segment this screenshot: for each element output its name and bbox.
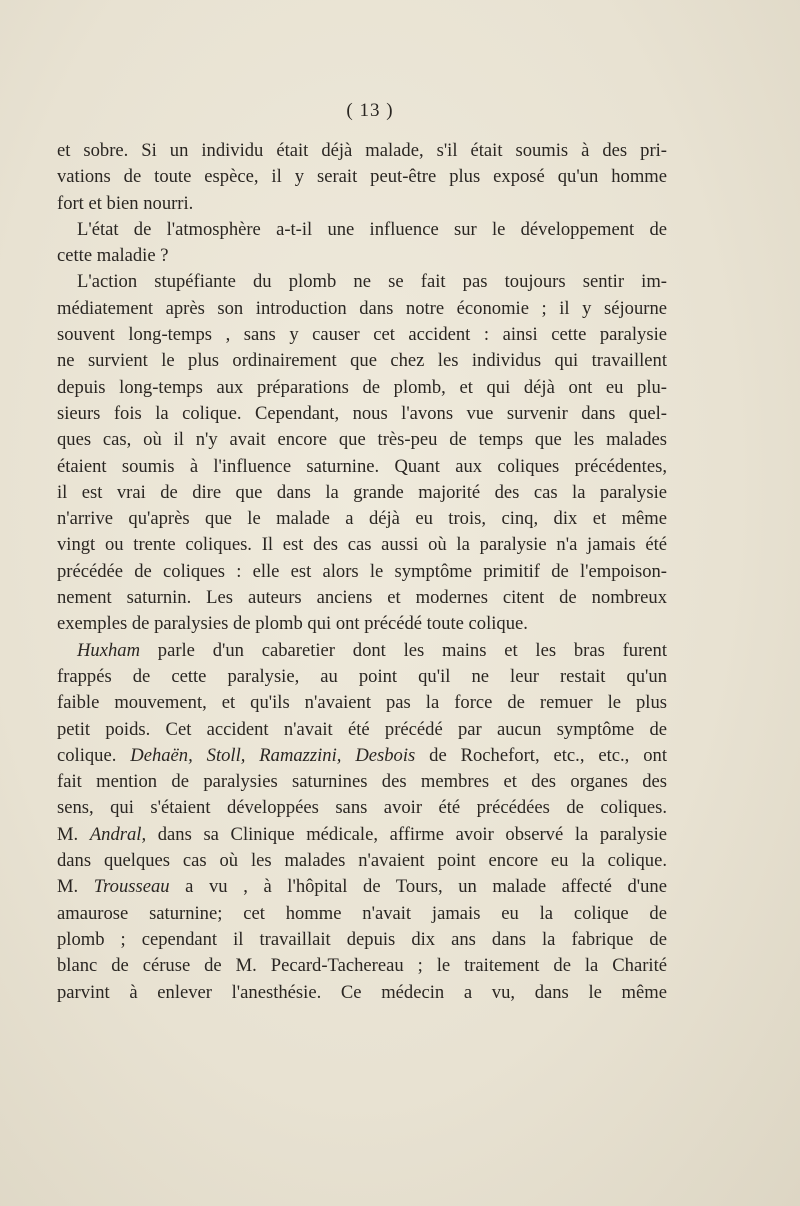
text-line-content: petit poids. Cet accident n'avait été précédé par aucun symptôme de bbox=[57, 718, 667, 740]
text-line bbox=[57, 980, 667, 1006]
text-line bbox=[57, 138, 667, 164]
text-line bbox=[57, 375, 667, 401]
text-line-content: vations de toute espèce, il y serait peut-être plus exposé qu'un homme bbox=[57, 166, 667, 188]
text-line bbox=[57, 401, 667, 427]
text-line bbox=[57, 506, 667, 532]
text-line-content: parvint à enlever l'anesthésie. Ce médecin a vu, dans le même bbox=[57, 981, 667, 1003]
text-line-content: amaurose saturnine; cet homme n'avait jamais eu la colique de bbox=[57, 902, 667, 924]
text-line bbox=[57, 848, 667, 874]
text-line bbox=[57, 269, 667, 295]
text-line bbox=[57, 664, 667, 690]
text-line bbox=[57, 164, 667, 190]
text-line-content: nement saturnin. Les auteurs anciens et modernes citent de nombreux bbox=[57, 587, 667, 609]
page-number: ( 13 ) bbox=[346, 100, 394, 121]
text-line bbox=[57, 322, 667, 348]
text-line-content: vingt ou trente coliques. Il est des cas aussi où la paralysie n'a jamais été bbox=[57, 534, 667, 556]
text-line-content: L'action stupéfiante du plomb ne se fait pas toujours sentir im- bbox=[77, 271, 667, 293]
text-line-content: faible mouvement, et qu'ils n'avaient pas la force de remuer le plus bbox=[57, 692, 667, 714]
text-line-content: précédée de coliques : elle est alors le symptôme primitif de l'empoison- bbox=[57, 560, 667, 582]
text-line-content: parle d'un cabaretier dont les mains et les bras furent bbox=[140, 639, 667, 661]
text-line bbox=[57, 454, 667, 480]
text-line bbox=[57, 427, 667, 453]
text-line-content: blanc de céruse de M. Pecard-Tachereau ; le traitement de la Charité bbox=[57, 955, 667, 977]
text-line bbox=[57, 532, 667, 558]
text-line-content: L'état de l'atmosphère a-t-il une influence sur le développement de bbox=[77, 218, 667, 240]
text-line-content: étaient soumis à l'influence saturnine. Quant aux coliques précédentes, bbox=[57, 455, 667, 477]
author-name: Andral, bbox=[89, 823, 147, 845]
text-line bbox=[57, 585, 667, 611]
text-line bbox=[57, 638, 667, 664]
text-line bbox=[57, 348, 667, 374]
text-line bbox=[57, 769, 667, 795]
text-line-content: n'arrive qu'après que le malade a déjà eu trois, cinq, dix et même bbox=[57, 508, 667, 530]
text-line-content: plomb ; cependant il travaillait depuis dix ans dans la fabrique de bbox=[57, 928, 667, 950]
text-line-content: sens, qui s'étaient développées sans avoir été précédées de coliques. bbox=[57, 797, 667, 819]
text-line bbox=[57, 953, 667, 979]
text-line-content: médiatement après son introduction dans notre économie ; il y séjourne bbox=[57, 297, 667, 319]
text-line-content: frappés de cette paralysie, au point qu'il ne leur restait qu'un bbox=[57, 665, 667, 687]
author-name: Dehaën, Stoll, Ramazzini, Desbois bbox=[130, 744, 416, 766]
text-line-content: ques cas, où il n'y avait encore que très-peu de temps que les malades bbox=[57, 429, 667, 451]
text-line-content: dans sa Clinique médicale, affirme avoir observé la paralysie bbox=[146, 823, 667, 845]
text-line-prefix: colique. bbox=[57, 744, 131, 766]
text-line-content: a vu , à l'hôpital de Tours, un malade affecté d'une bbox=[169, 876, 667, 898]
text-line-content: fort et bien nourri. bbox=[57, 192, 194, 214]
text-line bbox=[57, 559, 667, 585]
text-line bbox=[57, 191, 667, 217]
text-line bbox=[57, 480, 667, 506]
text-line bbox=[57, 717, 667, 743]
text-line-content: sieurs fois la colique. Cependant, nous l'avons vue survenir dans quel- bbox=[57, 402, 667, 424]
author-name: Huxham bbox=[77, 639, 140, 661]
text-line-prefix: M. bbox=[57, 823, 90, 845]
text-line-content: de Rochefort, etc., etc., ont bbox=[415, 744, 667, 766]
text-line-content: dans quelques cas où les malades n'avaient point encore eu la colique. bbox=[57, 850, 667, 872]
text-line-content: et sobre. Si un individu était déjà malade, s'il était soumis à des pri- bbox=[57, 140, 667, 161]
body-text bbox=[57, 138, 667, 1006]
text-line bbox=[57, 217, 667, 243]
text-line bbox=[57, 743, 667, 769]
text-line bbox=[57, 690, 667, 716]
text-line-content: il est vrai de dire que dans la grande majorité des cas la paralysie bbox=[57, 481, 667, 503]
text-line-content: exemples de paralysies de plomb qui ont précédé toute colique. bbox=[57, 613, 528, 635]
text-line bbox=[57, 901, 667, 927]
text-line bbox=[57, 822, 667, 848]
text-line bbox=[57, 243, 667, 269]
text-line-content: fait mention de paralysies saturnines des membres et des organes des bbox=[57, 771, 667, 793]
text-line-content: ne survient le plus ordinairement que chez les individus qui travaillent bbox=[57, 350, 667, 372]
text-line bbox=[57, 927, 667, 953]
text-line-prefix: M. bbox=[57, 876, 94, 898]
text-line bbox=[57, 296, 667, 322]
text-line-content: souvent long-temps , sans y causer cet accident : ainsi cette paralysie bbox=[57, 324, 667, 346]
text-line bbox=[57, 874, 667, 900]
text-line-content: depuis long-temps aux préparations de plomb, et qui déjà ont eu plu- bbox=[57, 376, 667, 398]
text-line-content: cette maladie ? bbox=[57, 245, 169, 267]
author-name: Trousseau bbox=[93, 876, 170, 898]
text-line bbox=[57, 795, 667, 821]
text-line bbox=[57, 611, 667, 637]
